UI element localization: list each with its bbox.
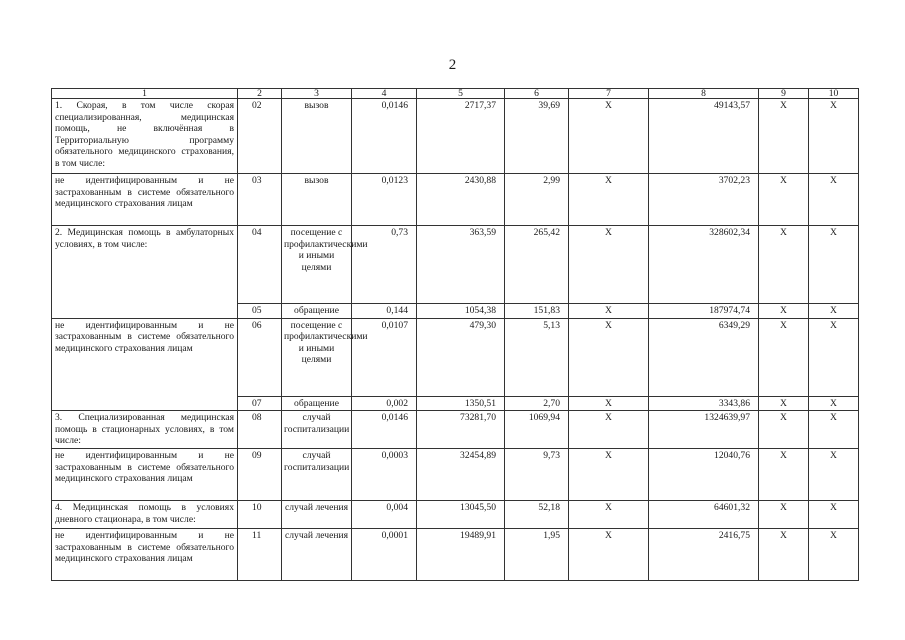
cell-col9: X <box>759 396 809 411</box>
table-row <box>52 174 859 226</box>
row-name: 2. Медицинская помощь в амбулаторных условиях, в том числе: <box>52 226 238 319</box>
cell-col8: 49143,57 <box>649 99 759 174</box>
cell-col6: 2,70 <box>505 396 569 411</box>
row-name: не идентифицированным и не застрахованным в системе обязательного медицинского страхования лицам <box>52 529 238 581</box>
cell-col6: 52,18 <box>505 501 569 529</box>
cell-col10: X <box>809 529 859 581</box>
header-cell: 1 <box>52 89 238 99</box>
row-unit: случай лечения <box>282 501 352 529</box>
cell-col10: X <box>809 318 859 396</box>
cell-col8: 3702,23 <box>649 174 759 226</box>
row-unit: случай госпитализации <box>282 411 352 449</box>
row-code: 08 <box>238 411 282 449</box>
cell-col4: 0,0107 <box>352 318 417 396</box>
row-unit: обращение <box>282 304 352 319</box>
table-row <box>52 99 859 174</box>
cell-col8: 328602,34 <box>649 226 759 304</box>
cell-col5: 363,59 <box>417 226 505 304</box>
cell-col7: X <box>569 318 649 396</box>
row-code: 07 <box>238 396 282 411</box>
cell-col10: X <box>809 304 859 319</box>
cell-col7: X <box>569 304 649 319</box>
cell-col8: 6349,29 <box>649 318 759 396</box>
header-cell: 10 <box>809 89 859 99</box>
cell-col9: X <box>759 449 809 501</box>
cell-col5: 479,30 <box>417 318 505 396</box>
header-cell: 9 <box>759 89 809 99</box>
cell-col10: X <box>809 396 859 411</box>
cell-col6: 1,95 <box>505 529 569 581</box>
cell-col5: 19489,91 <box>417 529 505 581</box>
cell-col4: 0,144 <box>352 304 417 319</box>
cell-col10: X <box>809 411 859 449</box>
cell-col7: X <box>569 411 649 449</box>
cell-col9: X <box>759 318 809 396</box>
table-row <box>52 529 859 581</box>
row-name: 4. Медицинская помощь в условиях дневного стационара, в том числе: <box>52 501 238 529</box>
cell-col7: X <box>569 529 649 581</box>
row-unit: вызов <box>282 99 352 174</box>
row-unit: посещение с профилактическими и иными целями <box>282 318 352 396</box>
table-row <box>52 318 859 396</box>
cell-col4: 0,0123 <box>352 174 417 226</box>
cell-col9: X <box>759 174 809 226</box>
table-row <box>52 449 859 501</box>
cell-col9: X <box>759 529 809 581</box>
row-name: 3. Специализированная медицинская помощь в стационарных условиях, в том числе: <box>52 411 238 449</box>
cell-col5: 2430,88 <box>417 174 505 226</box>
row-code: 11 <box>238 529 282 581</box>
cell-col7: X <box>569 501 649 529</box>
cell-col5: 73281,70 <box>417 411 505 449</box>
cell-col4: 0,0146 <box>352 99 417 174</box>
cell-col6: 151,83 <box>505 304 569 319</box>
cell-col10: X <box>809 501 859 529</box>
cell-col6: 2,99 <box>505 174 569 226</box>
cell-col6: 1069,94 <box>505 411 569 449</box>
cell-col8: 12040,76 <box>649 449 759 501</box>
data-table <box>51 88 859 581</box>
row-unit: обращение <box>282 396 352 411</box>
row-code: 03 <box>238 174 282 226</box>
cell-col4: 0,0146 <box>352 411 417 449</box>
cell-col7: X <box>569 99 649 174</box>
cell-col9: X <box>759 304 809 319</box>
row-code: 10 <box>238 501 282 529</box>
row-code: 05 <box>238 304 282 319</box>
cell-col8: 2416,75 <box>649 529 759 581</box>
cell-col5: 13045,50 <box>417 501 505 529</box>
row-name: не идентифицированным и не застрахованным в системе обязательного медицинского страхования лицам <box>52 449 238 501</box>
cell-col7: X <box>569 226 649 304</box>
row-unit: вызов <box>282 174 352 226</box>
header-cell: 4 <box>352 89 417 99</box>
header-cell: 7 <box>569 89 649 99</box>
header-cell: 3 <box>282 89 352 99</box>
row-unit: случай госпитализации <box>282 449 352 501</box>
header-cell: 5 <box>417 89 505 99</box>
cell-col6: 5,13 <box>505 318 569 396</box>
cell-col5: 1054,38 <box>417 304 505 319</box>
row-name: не идентифицированным и не застрахованным в системе обязательного медицинского страхования лицам <box>52 174 238 226</box>
cell-col5: 1350,51 <box>417 396 505 411</box>
cell-col4: 0,0001 <box>352 529 417 581</box>
cell-col10: X <box>809 449 859 501</box>
cell-col6: 265,42 <box>505 226 569 304</box>
table-row <box>52 226 859 304</box>
header-row <box>52 89 859 99</box>
cell-col9: X <box>759 99 809 174</box>
cell-col5: 32454,89 <box>417 449 505 501</box>
cell-col9: X <box>759 411 809 449</box>
cell-col9: X <box>759 501 809 529</box>
cell-col4: 0,002 <box>352 396 417 411</box>
row-unit: случай лечения <box>282 529 352 581</box>
cell-col10: X <box>809 99 859 174</box>
header-cell: 6 <box>505 89 569 99</box>
header-cell: 8 <box>649 89 759 99</box>
cell-col8: 64601,32 <box>649 501 759 529</box>
row-code: 04 <box>238 226 282 304</box>
row-code: 09 <box>238 449 282 501</box>
row-code: 06 <box>238 318 282 396</box>
row-name: 1. Скорая, в том числе скорая специализированная, медицинская помощь, не включённая в Территориальную программу обязательного медицинского страхования, в том числе: <box>52 99 238 174</box>
cell-col6: 9,73 <box>505 449 569 501</box>
cell-col7: X <box>569 449 649 501</box>
cell-col7: X <box>569 396 649 411</box>
row-unit: посещение с профилактическими и иными целями <box>282 226 352 304</box>
row-name: не идентифицированным и не застрахованным в системе обязательного медицинского страхования лицам <box>52 318 238 411</box>
cell-col9: X <box>759 226 809 304</box>
header-cell: 2 <box>238 89 282 99</box>
cell-col8: 187974,74 <box>649 304 759 319</box>
cell-col10: X <box>809 226 859 304</box>
cell-col10: X <box>809 174 859 226</box>
cell-col8: 1324639,97 <box>649 411 759 449</box>
cell-col4: 0,0003 <box>352 449 417 501</box>
cell-col4: 0,004 <box>352 501 417 529</box>
cell-col6: 39,69 <box>505 99 569 174</box>
cell-col5: 2717,37 <box>417 99 505 174</box>
table-row <box>52 411 859 449</box>
page-number: 2 <box>448 57 457 73</box>
table-row <box>52 501 859 529</box>
cell-col7: X <box>569 174 649 226</box>
cell-col4: 0,73 <box>352 226 417 304</box>
row-code: 02 <box>238 99 282 174</box>
cell-col8: 3343,86 <box>649 396 759 411</box>
